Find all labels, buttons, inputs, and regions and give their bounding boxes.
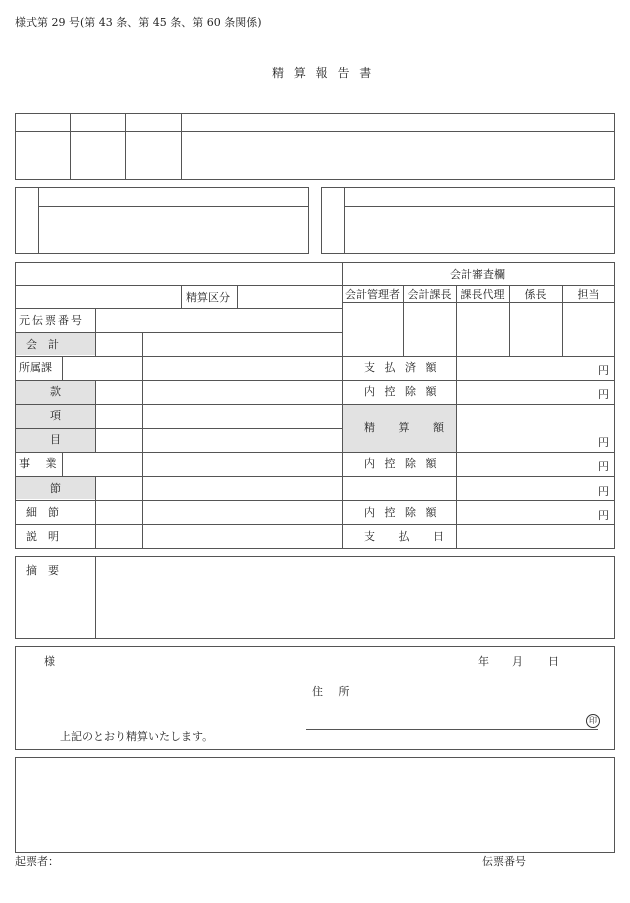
shozoku-label: 所属課 bbox=[19, 361, 52, 374]
audit-col-kakarichou: 係長 bbox=[524, 288, 547, 301]
tekiyou-label: 摘 要 bbox=[26, 564, 59, 577]
uchi-koujo-label-3: 内 控 除 額 bbox=[364, 506, 440, 519]
moku-label: 目 bbox=[50, 433, 61, 446]
kan-label: 款 bbox=[50, 385, 61, 398]
yen-unit: 円 bbox=[598, 485, 609, 498]
saisetsu-label: 細 節 bbox=[26, 506, 59, 519]
kou-label: 項 bbox=[50, 409, 61, 422]
shiharai-bi-label: 支 払 日 bbox=[364, 530, 454, 543]
yen-unit: 円 bbox=[598, 509, 609, 522]
audit-col-kaikei-kachou: 会計課長 bbox=[407, 288, 452, 301]
seisan-gaku-label: 精 算 額 bbox=[364, 421, 454, 434]
audit-col-tantou: 担当 bbox=[577, 288, 600, 301]
voucher-number-label: 伝票番号 bbox=[482, 855, 526, 868]
form-reference: 様式第 29 号(第 43 条、第 45 条、第 60 条関係) bbox=[15, 16, 262, 29]
seisan-kubun-label: 精算区分 bbox=[186, 291, 230, 304]
setsumei-label: 説 明 bbox=[26, 530, 59, 543]
address-label: 住 所 bbox=[312, 685, 356, 698]
yen-unit: 円 bbox=[598, 388, 609, 401]
year-label: 年 bbox=[478, 655, 489, 668]
month-label: 月 bbox=[512, 655, 523, 668]
audit-col-kachou-dairi: 課長代理 bbox=[460, 288, 505, 301]
page-title: 精 算 報 告 書 bbox=[272, 66, 375, 80]
seal-mark: 印 bbox=[586, 714, 600, 728]
uchi-koujo-label-1: 内 控 除 額 bbox=[364, 385, 440, 398]
setsu-label: 節 bbox=[50, 482, 61, 495]
shiharai-zumi-label: 支 払 済 額 bbox=[364, 361, 440, 374]
declaration-statement: 上記のとおり精算いたします。 bbox=[60, 730, 214, 743]
jigyou-label: 事 業 bbox=[19, 457, 63, 470]
uchi-koujo-label-2: 内 控 除 額 bbox=[364, 457, 440, 470]
sama-label: 様 bbox=[44, 655, 55, 668]
yen-unit: 円 bbox=[598, 364, 609, 377]
drafter-label: 起票者： bbox=[15, 855, 59, 868]
yen-unit: 円 bbox=[598, 460, 609, 473]
yen-unit: 円 bbox=[598, 436, 609, 449]
audit-col-kaikei-kanrisha: 会計管理者 bbox=[345, 288, 400, 301]
audit-header: 会計審査欄 bbox=[450, 268, 505, 281]
signature-line bbox=[306, 729, 598, 730]
notes-box bbox=[15, 757, 615, 853]
day-label: 日 bbox=[548, 655, 559, 668]
kaikei-label: 会 計 bbox=[26, 338, 59, 351]
moto-denpyo-label: 元伝票番号 bbox=[19, 314, 84, 327]
